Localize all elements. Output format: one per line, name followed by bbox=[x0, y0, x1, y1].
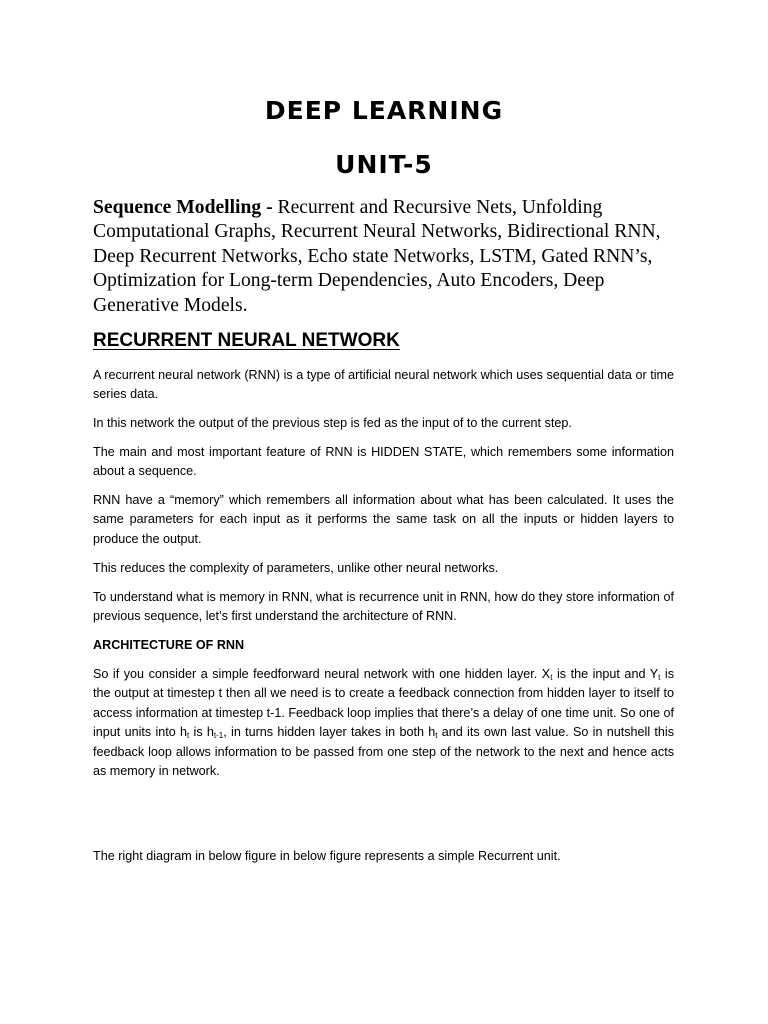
arch-subscript: t-1 bbox=[213, 731, 224, 741]
syllabus-topics: Recurrent and Recursive Nets, Unfolding Computational Graphs, Recurrent Neural Networks, Bidirectional RNN, Deep Recurrent Networks, Echo state Networks, LSTM, Gated RNN’s, Optimization for Long-term Dependencies, Auto Encoders, Deep Generative Models. bbox=[93, 197, 661, 316]
document-title: DEEP LEARNING bbox=[264, 96, 504, 125]
architecture-subheading: ARCHITECTURE OF RNN bbox=[93, 638, 245, 652]
arch-text: So if you consider a simple feedforward neural network with one hidden layer. X bbox=[93, 667, 551, 681]
arch-text: is the output at timestep t then all we need is to create a feedback connection from hidden layer to itself to access information at timestep t-1. Feedback loop implies that there’s a delay of one time unit. So one of input units into h bbox=[93, 667, 675, 740]
arch-text: is h bbox=[189, 725, 214, 740]
section-heading: RECURRENT NEURAL NETWORK bbox=[93, 330, 400, 351]
paragraph-previous-step: In this network the output of the previous step is fed as the input of to the current step. bbox=[93, 416, 572, 430]
arch-subscript: t bbox=[658, 673, 661, 682]
arch-text: is the input and Y bbox=[552, 667, 659, 681]
arch-subscript: t bbox=[435, 731, 438, 741]
syllabus-paragraph bbox=[93, 196, 683, 318]
unit-title: UNIT-5 bbox=[335, 150, 433, 179]
arch-subscript: t bbox=[187, 731, 190, 741]
paragraph-hidden-state: The main and most important feature of RNN is HIDDEN STATE, which remembers some information about a sequence. bbox=[93, 445, 674, 479]
arch-text: , in turns hidden layer takes in both h bbox=[223, 725, 436, 740]
paragraph-rnn-definition: A recurrent neural network (RNN) is a type of artificial neural network which uses sequential data or time series data. bbox=[93, 368, 674, 402]
paragraph-architecture bbox=[93, 665, 674, 781]
paragraph-understand: To understand what is memory in RNN, what is recurrence unit in RNN, how do they store information of previous sequence, let’s first understand the architecture of RNN. bbox=[93, 590, 674, 624]
paragraph-memory: RNN have a “memory” which remembers all information about what has been calculated. It uses the same parameters for each input as it performs the same task on all the inputs or hidden layers to produce the output. bbox=[93, 493, 674, 546]
paragraph-figure-note: The right diagram in below figure in below figure represents a simple Recurrent unit. bbox=[93, 849, 561, 863]
paragraph-complexity: This reduces the complexity of parameters, unlike other neural networks. bbox=[93, 561, 499, 575]
arch-text: and its own last value. So in nutshell this feedback loop allows information to be passed from one step of the network to the next and hence acts as memory in network. bbox=[93, 725, 674, 779]
syllabus-heading: Sequence Modelling - bbox=[93, 197, 273, 218]
arch-subscript: t bbox=[550, 673, 553, 682]
